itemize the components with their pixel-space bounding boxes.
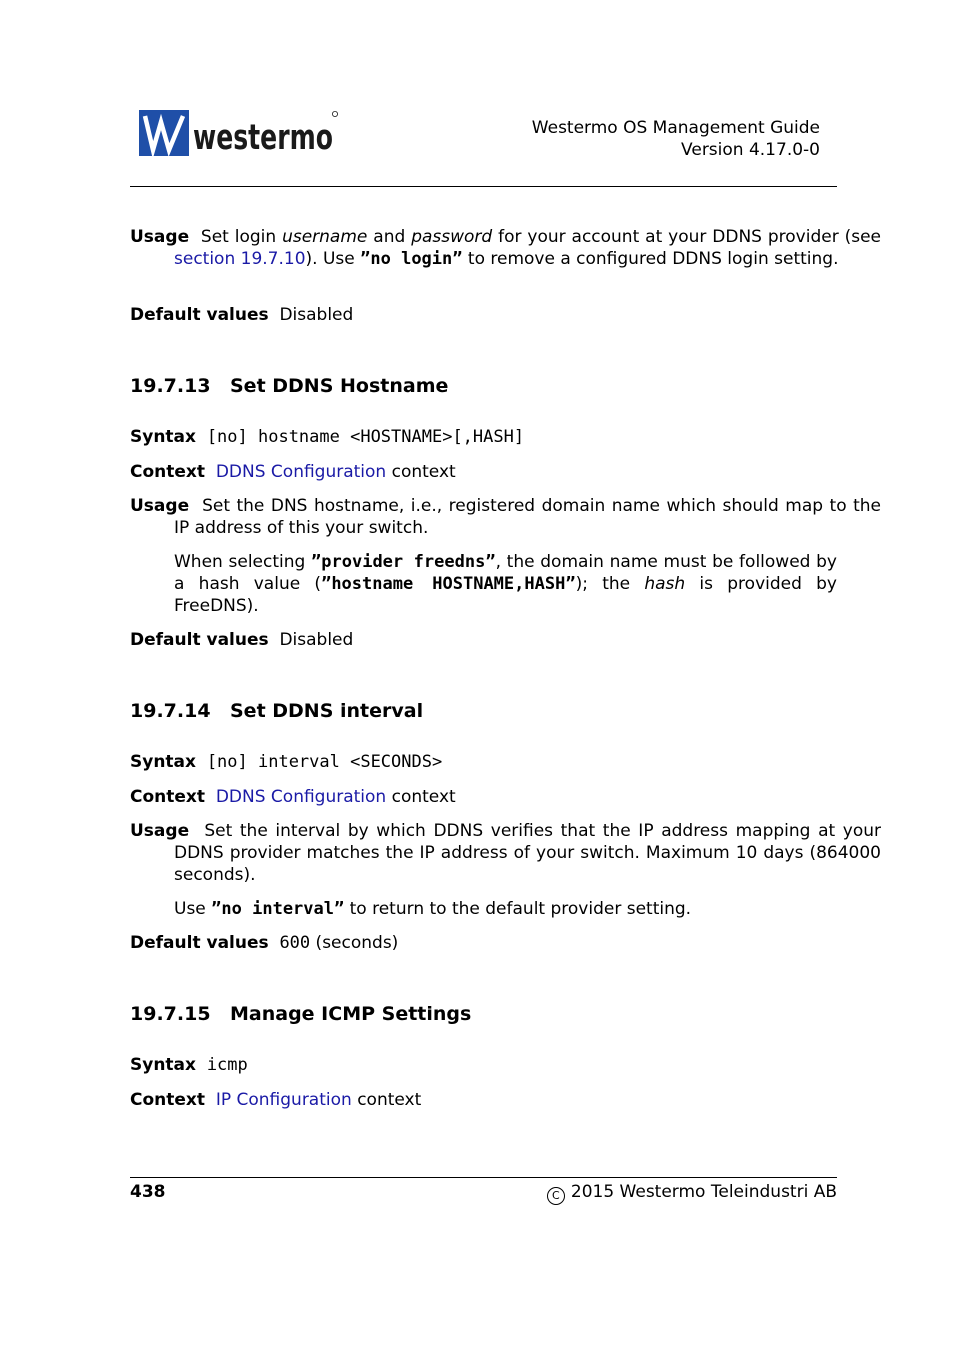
interval-usage: Usage Set the interval by which DDNS verifies that the IP address mapping at your DDNS provider matches the IP address of your switch. Maximum 10 days (864000 seconds).: [130, 821, 882, 885]
ddns-configuration-link[interactable]: DDNS Configuration: [215, 787, 387, 807]
interval-reset-note: Use ”no interval” to return to the default provider setting.: [174, 899, 692, 919]
no-login-command: ”no login”: [360, 249, 463, 269]
hostname-default: Default values Disabled: [130, 630, 354, 650]
interval-context: Context DDNS Configuration context: [130, 787, 456, 807]
hostname-context: Context DDNS Configuration context: [130, 462, 456, 482]
header-rule: [130, 186, 837, 187]
copyright-icon: C: [547, 1187, 565, 1205]
login-default: Default values Disabled: [130, 305, 354, 325]
section-heading-icmp: 19.7.15 Manage ICMP Settings: [130, 1003, 472, 1025]
section-link[interactable]: section 19.7.10: [174, 249, 306, 269]
westermo-logo: [139, 108, 339, 163]
ip-configuration-link[interactable]: IP Configuration: [215, 1090, 352, 1110]
section-heading-hostname: 19.7.13 Set DDNS Hostname: [130, 375, 449, 397]
header-info: [532, 117, 820, 161]
hostname-usage: Usage Set the DNS hostname, i.e., registered domain name which should map to the IP address of this your switch.: [130, 496, 881, 538]
doc-version: Version 4.17.0-0: [681, 140, 820, 160]
icmp-syntax: Syntax icmp: [130, 1055, 248, 1075]
logo-wordmark: westermo: [193, 118, 333, 158]
document-page: [130, 0, 882, 1350]
ddns-configuration-link[interactable]: DDNS Configuration: [215, 462, 387, 482]
syntax-code: [no] interval <SECONDS>: [206, 752, 443, 772]
doc-title: Westermo OS Management Guide: [531, 118, 820, 138]
interval-default: Default values 600 (seconds): [130, 933, 399, 953]
icmp-context: Context IP Configuration context: [130, 1090, 422, 1110]
hostname-freedns-note: When selecting ”provider freedns”, the domain name must be followed by a hash value (”hostname HOSTNAME,HASH”); the hash is provided by FreeDNS).: [174, 552, 837, 616]
footer-rule: [130, 1177, 837, 1178]
page-number: 438: [130, 1182, 166, 1202]
login-usage: Usage Set login username and password for your account at your DDNS provider (see section 19.7.10). Use ”no login” to remove a configured DDNS login setting.: [130, 227, 882, 269]
interval-syntax: Syntax [no] interval <SECONDS>: [130, 752, 443, 772]
copyright: C 2015 Westermo Teleindustri AB: [547, 1182, 837, 1205]
hostname-syntax: Syntax [no] hostname <HOSTNAME>[,HASH]: [130, 427, 525, 447]
section-heading-interval: 19.7.14 Set DDNS interval: [130, 700, 424, 722]
usage-label: Usage: [130, 227, 190, 247]
username-term: username: [282, 227, 368, 247]
password-term: password: [411, 227, 493, 247]
syntax-code: icmp: [206, 1055, 248, 1075]
syntax-code: [no] hostname <HOSTNAME>[,HASH]: [206, 427, 525, 447]
